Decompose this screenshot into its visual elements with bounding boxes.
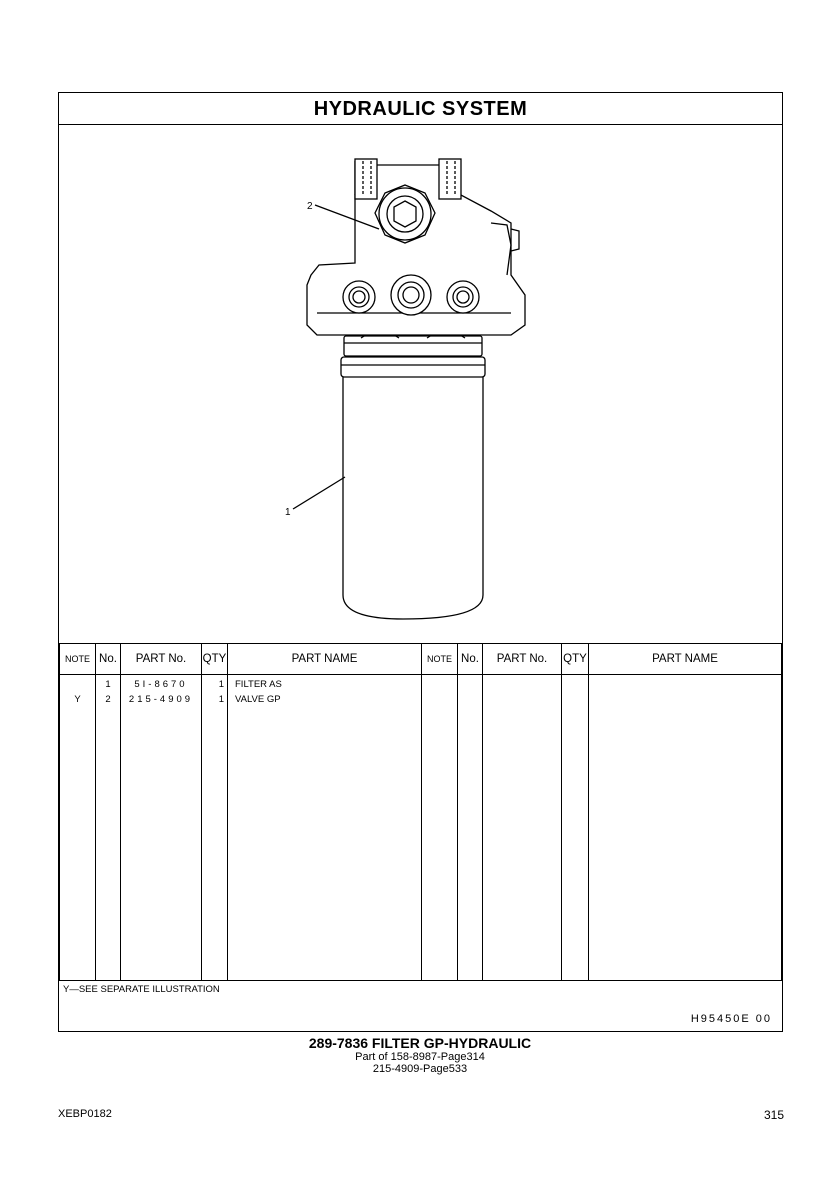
header-note-2: NOTE (422, 644, 458, 675)
leader-line-1 (293, 477, 345, 509)
row-1-qty: 1 (218, 679, 224, 690)
header-part-name: PART NAME (228, 644, 422, 675)
row-1-note (63, 677, 92, 692)
no-column-2 (458, 675, 483, 981)
exploded-illustration (59, 125, 782, 643)
qty-column (202, 675, 228, 981)
header-part-no: PART No. (121, 644, 202, 675)
part-no-column (121, 675, 202, 981)
part-name-column-2 (589, 675, 782, 981)
row-1-no: 1 (105, 679, 111, 690)
header-part-no-2: PART No. (483, 644, 562, 675)
filter-assembly-drawing (59, 125, 781, 643)
header-note: NOTE (60, 644, 96, 675)
publication-code: XEBP0182 (58, 1108, 112, 1120)
row-2-part-name: VALVE GP (235, 694, 281, 705)
caption-reference-2: 215-4909-Page533 (372, 1063, 468, 1075)
group-caption: 289-7836 FILTER GP-HYDRAULIC (308, 1035, 532, 1051)
row-2-no: 2 (105, 694, 111, 705)
callout-2: 2 (307, 201, 313, 212)
header-part-name-2: PART NAME (589, 644, 782, 675)
caption-reference-1: Part of 158-8987-Page314 (355, 1051, 485, 1063)
valve-hex-plug (375, 185, 435, 243)
part-no-column-2 (483, 675, 562, 981)
page-number: 315 (763, 1108, 784, 1122)
row-2-qty: 1 (218, 694, 224, 705)
table-header-row (60, 644, 782, 675)
note-column (60, 675, 96, 981)
port-fittings (343, 275, 479, 315)
part-name-column (228, 675, 422, 981)
filter-canister (341, 333, 485, 619)
header-qty: QTY (202, 644, 228, 675)
header-qty-2: QTY (562, 644, 589, 675)
table-body (60, 675, 782, 981)
note-column-2 (422, 675, 458, 981)
row-1-part-name: FILTER AS (235, 679, 282, 690)
header-no: No. (96, 644, 121, 675)
parts-page-frame (58, 92, 783, 1032)
no-column (96, 675, 121, 981)
illustration-ref: H95450E 00 (690, 1013, 772, 1025)
callout-1: 1 (285, 507, 291, 518)
row-2-note: Y (74, 694, 81, 705)
footnote: Y—SEE SEPARATE ILLUSTRATION (63, 984, 220, 995)
row-1-part-no: 5I-8670 (134, 679, 188, 690)
row-2-part-no: 215-4909 (128, 694, 194, 705)
parts-table (59, 643, 782, 981)
qty-column-2 (562, 675, 589, 981)
section-title: HYDRAULIC SYSTEM (59, 93, 782, 125)
header-no-2: No. (458, 644, 483, 675)
